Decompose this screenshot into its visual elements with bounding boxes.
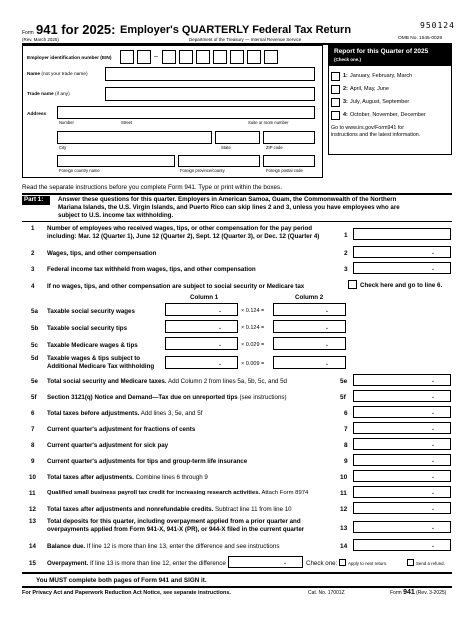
line-2-number: 2	[31, 250, 35, 257]
line-15-amount[interactable]	[228, 556, 303, 568]
send-refund-label: Send a refund.	[416, 561, 445, 566]
column-2-header: Column 2	[295, 294, 324, 301]
line-6-number: 6	[31, 410, 35, 417]
foreign-postal-caption: Foreign postal code	[266, 168, 303, 173]
address-number-caption: Number	[59, 120, 74, 125]
irs-link-text[interactable]: Go to www.irs.gov/Form941 for	[331, 125, 405, 131]
line-11-amount[interactable]	[353, 486, 451, 498]
line-5e-number: 5e	[31, 378, 38, 385]
line-7-ref: 7	[344, 426, 348, 433]
line-9-text: Current quarter's adjustments for tips and group-term life insurance	[47, 458, 248, 465]
trade-name-note: (if any)	[55, 92, 70, 97]
rev-date: (Rev. March 2025)	[22, 37, 59, 42]
line-5f-note: (see instructions)	[239, 394, 287, 401]
form-title: 941 for 2025:	[36, 22, 116, 37]
line-13-ref: 13	[340, 525, 348, 532]
footer-form-group	[390, 589, 446, 596]
line-5d-col1-decimal: .	[219, 360, 221, 367]
apply-next-return-label: Apply to next return.	[348, 561, 388, 566]
line-5a-mult: × 0.124 =	[241, 308, 265, 314]
ein-digit-box[interactable]	[264, 50, 278, 64]
quarter-4-num: 4:	[343, 112, 348, 118]
foreign-province-input[interactable]	[178, 155, 260, 167]
line-5c-col2[interactable]	[273, 337, 346, 350]
line-5f-text-group	[47, 394, 287, 401]
line-15-number: 15	[29, 560, 36, 567]
line-5a-number: 5a	[31, 308, 38, 315]
line-1-number: 1	[31, 225, 35, 232]
line-14-number: 14	[29, 543, 36, 550]
line-10-note: Combine lines 6 through 9	[135, 474, 208, 481]
part1-bottom-rule	[22, 221, 452, 222]
line-1-amount[interactable]	[353, 228, 451, 240]
quarter-box-title: Report for this Quarter of 2025	[334, 48, 429, 55]
foreign-postal-input[interactable]	[263, 155, 315, 167]
ein-digit-box[interactable]	[162, 50, 176, 64]
line-14-decimal: .	[432, 542, 434, 549]
line-5d-col2-decimal: .	[326, 360, 328, 367]
line-5a-col1[interactable]	[165, 303, 238, 316]
must-complete-note: You MUST complete both pages of Form 941 and SIGN it.	[36, 577, 207, 584]
line-5f-number: 5f	[31, 394, 37, 401]
line-2-amount[interactable]	[353, 246, 451, 258]
part1-text-1: Answer these questions for this quarter. Employers in American Samoa, Guam, the Commonwealth of the Northern	[58, 196, 397, 203]
line-12-number: 12	[29, 506, 36, 513]
line-5e-text-group	[47, 378, 287, 385]
line-5e-text: Total social security and Medicare taxes.	[47, 378, 167, 385]
line-5e-decimal: .	[432, 377, 434, 384]
line-14-ref: 14	[340, 543, 348, 550]
line-5f-amount[interactable]	[353, 390, 451, 402]
line-13-decimal: .	[432, 524, 434, 531]
line-4-number: 4	[31, 283, 35, 290]
footer-form-word: Form	[390, 590, 402, 596]
line-7-text: Current quarter's adjustment for fractions of cents	[47, 426, 196, 433]
line-13-amount[interactable]	[353, 521, 451, 533]
quarter-2-num: 2:	[343, 86, 348, 92]
line-12-ref: 12	[340, 506, 348, 513]
line-11-note: Attach Form 8974	[261, 490, 309, 496]
footer-top-rule	[22, 572, 452, 574]
line-1-text-1: Number of employees who received wages, tips, or other compensation for the pay period	[47, 225, 313, 232]
line-14-amount[interactable]	[353, 539, 451, 551]
line-10-decimal: .	[432, 473, 434, 480]
foreign-country-caption: Foreign country name	[59, 168, 100, 173]
line-7-amount[interactable]	[353, 422, 451, 434]
trade-name-label: Trade name	[27, 92, 54, 97]
address-label: Address	[27, 112, 47, 117]
line-11-number: 11	[29, 490, 36, 497]
omb-number: OMB No. 1545-0029	[398, 36, 442, 41]
privacy-notice: For Privacy Act and Paperwork Reduction Act Notice, see separate instructions.	[22, 590, 231, 596]
line-11-decimal: .	[432, 489, 434, 496]
line-14-note: If line 12 is more than line 13, enter the difference and see instructions	[86, 543, 280, 550]
zip-caption: ZIP code	[266, 145, 283, 150]
name-label: Name	[27, 72, 41, 77]
name-label-group	[27, 72, 88, 77]
quarter-2-label: April, May, June	[350, 86, 390, 92]
line-8-ref: 8	[344, 442, 348, 449]
ein-digit-box[interactable]	[196, 50, 210, 64]
line-12-decimal: .	[432, 505, 434, 512]
line-6-ref: 6	[344, 410, 348, 417]
line-4-check-text: Check here and go to line 6.	[360, 282, 443, 289]
line-1-ref: 1	[344, 232, 348, 239]
part1-label: Part 1:	[22, 196, 50, 205]
trade-label-group	[27, 92, 70, 97]
line-9-amount[interactable]	[353, 454, 451, 466]
line-5d-text-1: Taxable wages & tips subject to	[47, 355, 141, 362]
line-5f-text: Section 3121(q) Notice and Demand—Tax due on unreported tips	[47, 394, 238, 401]
ein-digit-box[interactable]	[179, 50, 193, 64]
line-5d-text-2: Additional Medicare Tax withholding	[47, 363, 155, 370]
address-street-caption: Street	[121, 120, 133, 125]
city-caption: City	[59, 145, 67, 150]
line-5d-col2[interactable]	[273, 356, 346, 369]
line-3-text: Federal income tax withheld from wages, tips, and other compensation	[47, 266, 256, 273]
line-15-check-one: Check one:	[306, 560, 338, 567]
line-11-ref: 11	[340, 490, 347, 497]
footer-rule	[22, 586, 452, 588]
line-10-ref: 10	[340, 474, 348, 481]
line-6-decimal: .	[432, 409, 434, 416]
footer-form-number: 941	[403, 589, 415, 596]
line-9-ref: 9	[344, 458, 348, 465]
line-12-text: Total taxes after adjustments and nonrefundable credits.	[47, 506, 214, 513]
line-5b-col1-decimal: .	[219, 324, 221, 331]
foreign-country-input[interactable]	[57, 155, 175, 167]
city-input[interactable]	[57, 131, 212, 144]
line-15-text: Overpayment.	[47, 560, 89, 567]
ein-digit-box[interactable]	[230, 50, 244, 64]
address-street-input[interactable]	[57, 106, 315, 119]
check-one-note: (Check one.)	[334, 57, 362, 62]
line-5c-col2-decimal: .	[326, 341, 328, 348]
quarter-3-checkbox[interactable]	[331, 98, 340, 107]
line-14-text-group	[47, 543, 279, 550]
line-5a-text: Taxable social security wages	[47, 308, 135, 315]
state-caption: State	[221, 145, 231, 150]
line-2-decimal: .	[432, 249, 434, 256]
quarter-box-header	[329, 46, 451, 66]
ein-digit-box[interactable]	[247, 50, 261, 64]
ein-digit-box[interactable]	[120, 50, 134, 64]
line-11-text-group	[47, 490, 308, 496]
line-5a-col1-decimal: .	[219, 307, 221, 314]
send-refund-checkbox[interactable]	[407, 559, 414, 566]
form-code: 950124	[420, 21, 455, 30]
line-15-note: If line 13 is more than line 12, enter the difference	[90, 560, 226, 567]
line-15-text-group	[47, 560, 226, 567]
line-5b-mult: × 0.124 =	[241, 325, 265, 331]
quarter-1-num: 1:	[343, 73, 348, 79]
line-1-text-2: including: Mar. 12 (Quarter 1), June 12 (Quarter 2), Sept. 12 (Quarter 3), or Dec. 12 (Quarter 4)	[47, 233, 320, 240]
line-5c-number: 5c	[31, 342, 38, 349]
quarter-2-checkbox[interactable]	[331, 85, 340, 94]
line-3-amount[interactable]	[353, 262, 451, 274]
ein-dash: –	[154, 53, 158, 60]
line-5c-col1[interactable]	[165, 337, 238, 350]
line-11-text: Qualified small business payroll tax credit for increasing research activities.	[47, 490, 261, 496]
part1-text-3: subject to U.S. income tax withholding.	[58, 212, 174, 219]
line-8-decimal: .	[432, 441, 434, 448]
line-5f-decimal: .	[432, 393, 434, 400]
foreign-province-caption: Foreign province/county	[180, 168, 225, 173]
line-5d-mult: × 0.009 =	[241, 361, 265, 367]
part1-text-2: Mariana Islands, the U.S. Virgin Islands, and Puerto Rico can skip lines 2 and 3, unless you have employees who are	[58, 204, 400, 211]
department: Department of the Treasury — Internal Revenue Service	[189, 37, 302, 42]
address-suite-caption: Suite or room number	[248, 120, 289, 125]
part1-top-rule	[22, 193, 452, 195]
line-10-text-group	[47, 474, 208, 481]
line-15-decimal: .	[284, 559, 286, 566]
line-5b-col1[interactable]	[165, 320, 238, 333]
quarter-1-checkbox[interactable]	[331, 72, 340, 81]
line-3-number: 3	[31, 266, 35, 273]
line-6-note: Add lines 3, 5e, and 5f	[140, 410, 203, 417]
footer-rev: (Rev. 3-2025)	[416, 590, 447, 596]
line-10-text: Total taxes after adjustments.	[47, 474, 134, 481]
line-4-text: If no wages, tips, and other compensation are subject to social security or Medicare tax	[47, 283, 305, 290]
line-10-amount[interactable]	[353, 470, 451, 482]
line-10-number: 10	[29, 474, 36, 481]
state-input[interactable]	[215, 131, 260, 144]
line-2-text: Wages, tips, and other compensation	[47, 250, 157, 257]
line-5f-ref: 5f	[340, 394, 346, 401]
line-9-decimal: .	[432, 457, 434, 464]
line-13-text-2: overpayments applied from Form 941-X, 941-X (PR), or 944-X filed in the current quarter	[47, 526, 305, 533]
trade-name-input[interactable]	[105, 87, 315, 101]
line-2-ref: 2	[344, 250, 348, 257]
line-5b-number: 5b	[31, 325, 39, 332]
line-5b-text: Taxable social security tips	[47, 325, 128, 332]
line-7-decimal: .	[432, 425, 434, 432]
line-6-amount[interactable]	[353, 406, 451, 418]
catalog-number: Cat. No. 17001Z	[308, 590, 345, 596]
name-input[interactable]	[105, 67, 315, 81]
line-3-ref: 3	[344, 266, 348, 273]
instructions-line: Read the separate instructions before you complete Form 941. Type or print within the boxes.	[22, 184, 282, 191]
line-13-text-1: Total deposits for this quarter, including overpayment applied from a prior quarter and	[47, 518, 301, 525]
name-note: (not your trade name)	[41, 72, 88, 77]
line-8-text: Current quarter's adjustment for sick pay	[47, 442, 169, 449]
line-5b-col2[interactable]	[273, 320, 346, 333]
main-title: Employer's QUARTERLY Federal Tax Return	[120, 24, 352, 36]
line-6-text: Total taxes before adjustments.	[47, 410, 140, 417]
column-1-header: Column 1	[190, 294, 219, 301]
ein-digit-box[interactable]	[137, 50, 151, 64]
line-3-decimal: .	[432, 265, 434, 272]
line-13-number: 13	[29, 518, 36, 525]
line-8-amount[interactable]	[353, 438, 451, 450]
line-5e-ref: 5e	[340, 378, 348, 385]
line-5d-number: 5d	[31, 355, 39, 362]
irs-link-text-2: instructions and the latest information.	[331, 132, 421, 138]
form-word: Form	[22, 30, 34, 36]
line-5c-text: Taxable Medicare wages & tips	[47, 342, 138, 349]
line-5a-col2[interactable]	[273, 303, 346, 316]
ein-digit-box[interactable]	[213, 50, 227, 64]
quarter-3-label: July, August, September	[350, 99, 410, 105]
line-5c-mult: × 0.029 =	[241, 342, 265, 348]
line-12-amount[interactable]	[353, 502, 451, 514]
quarter-3-num: 3:	[343, 99, 348, 105]
line-5d-col1[interactable]	[165, 356, 238, 369]
line-12-note: Subtract line 11 from line 10	[215, 506, 292, 513]
line-7-number: 7	[31, 426, 35, 433]
line-12-text-group	[47, 506, 292, 513]
line-4-checkbox[interactable]	[348, 280, 357, 289]
quarter-4-checkbox[interactable]	[331, 111, 340, 120]
line-8-number: 8	[31, 442, 35, 449]
line-14-text: Balance due.	[47, 543, 86, 550]
apply-next-return-checkbox[interactable]	[339, 559, 346, 566]
line-5b-col2-decimal: .	[326, 324, 328, 331]
line-5a-col2-decimal: .	[326, 307, 328, 314]
line-5e-amount[interactable]	[353, 374, 451, 386]
quarter-1-label: January, February, March	[350, 73, 413, 79]
line-5c-col1-decimal: .	[219, 341, 221, 348]
line-5e-note: Add Column 2 from lines 5a, 5b, 5c, and 5d	[167, 378, 287, 385]
zip-input[interactable]	[263, 131, 315, 144]
line-6-text-group	[47, 410, 202, 417]
quarter-4-label: October, November, December	[350, 112, 426, 118]
line-9-number: 9	[31, 458, 35, 465]
ein-label: Employer identification number (EIN)	[27, 56, 112, 61]
